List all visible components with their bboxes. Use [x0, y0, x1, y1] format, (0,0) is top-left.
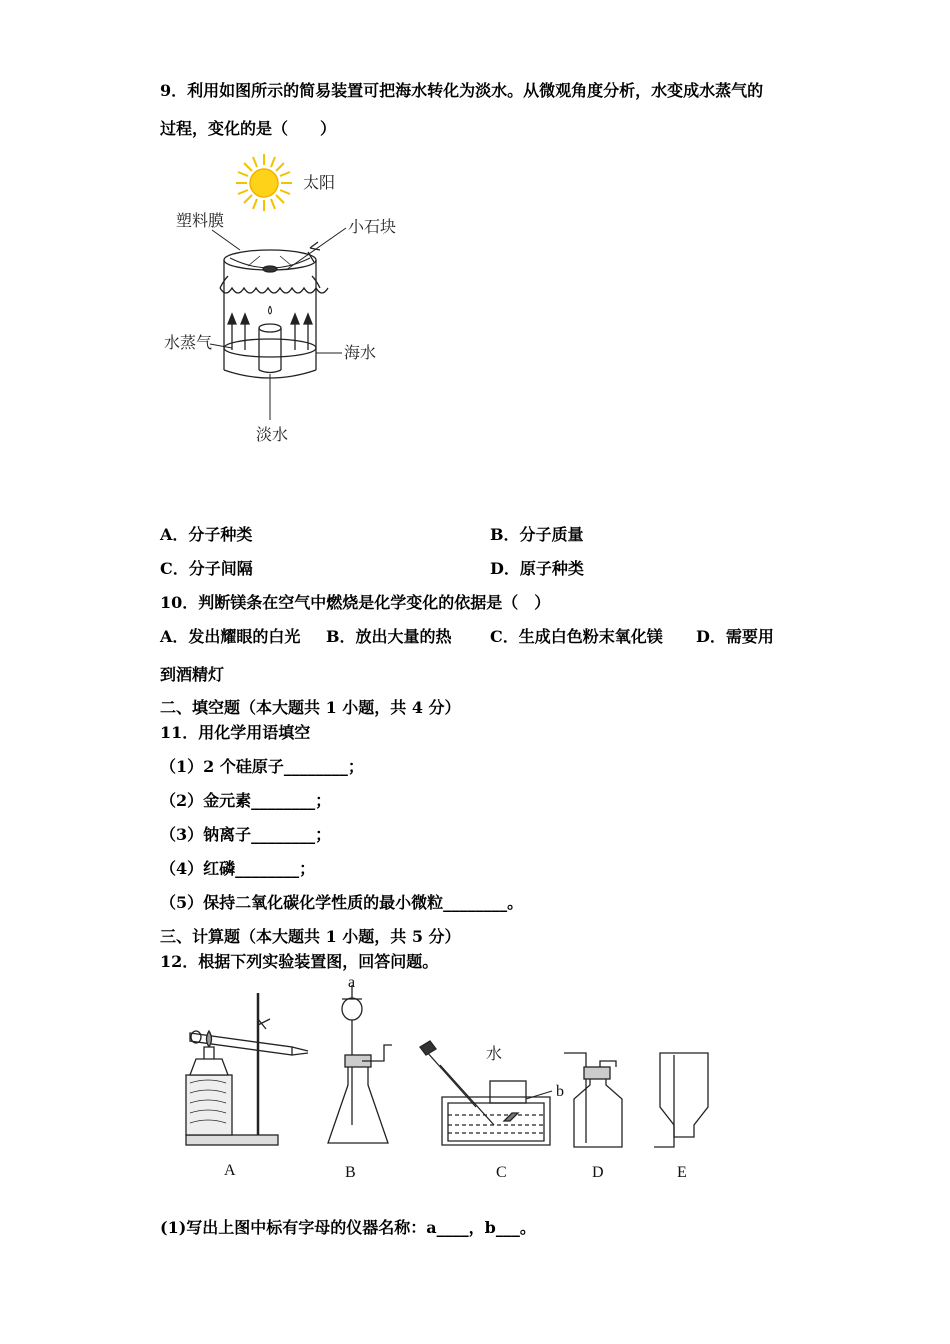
q11-item-2: （2）金元素________；: [160, 791, 332, 810]
q11-item-3: （3）钠离子________；: [160, 825, 332, 844]
q9-stem-line2: 过程，变化的是（ ）: [160, 119, 337, 138]
q10-option-a[interactable]: A．发出耀眼的白光: [160, 627, 301, 646]
q9-option-a[interactable]: A．分子种类: [160, 525, 253, 544]
q11-item-4: （4）红磷________；: [160, 859, 316, 878]
q9-option-c[interactable]: C．分子间隔: [160, 559, 253, 578]
q10-option-b[interactable]: B．放出大量的热: [326, 627, 452, 646]
caption-b: B: [345, 1164, 356, 1181]
apparatus-a: [186, 993, 308, 1145]
label-a: a: [348, 975, 356, 991]
apparatus-figure: [180, 975, 740, 1185]
q10-option-d-continued: 到酒精灯: [160, 665, 225, 684]
label-b: b: [556, 1083, 564, 1100]
label-sun: 太阳: [303, 173, 336, 192]
caption-a: A: [224, 1162, 236, 1179]
label-plastic-film: 塑料膜: [176, 211, 225, 230]
q12-stem: 12．根据下列实验装置图，回答问题。: [160, 952, 439, 971]
q10-stem: 10．判断镁条在空气中燃烧是化学变化的依据是（ ）: [160, 593, 551, 612]
q11-item-1: （1）2 个硅原子________；: [160, 757, 364, 776]
desalination-figure: [160, 148, 420, 448]
apparatus-b: [328, 985, 392, 1143]
q9-stem-line1: 9．利用如图所示的简易装置可把海水转化为淡水。从微观角度分析，水变成水蒸气的: [160, 81, 764, 100]
label-small-stone: 小石块: [348, 217, 397, 236]
q12-subquestion-1: (1)写出上图中标有字母的仪器名称：a____，b___。: [160, 1218, 536, 1237]
apparatus-d: [564, 1053, 622, 1147]
q9-option-d[interactable]: D．原子种类: [490, 559, 584, 578]
label-water: 水: [486, 1044, 503, 1063]
caption-e: E: [677, 1164, 687, 1181]
q9-option-b[interactable]: B．分子质量: [490, 525, 584, 544]
label-freshwater: 淡水: [256, 425, 289, 444]
q10-option-d[interactable]: D．需要用: [696, 627, 774, 646]
q10-option-c[interactable]: C．生成白色粉末氧化镁: [490, 627, 663, 646]
section2-heading: 二、填空题（本大题共 1 小题，共 4 分）: [160, 698, 461, 717]
caption-d: D: [592, 1164, 604, 1181]
apparatus-e: [654, 1053, 708, 1147]
q11-stem: 11．用化学用语填空: [160, 723, 311, 742]
q11-item-5: （5）保持二氧化碳化学性质的最小微粒________。: [160, 893, 524, 912]
section3-heading: 三、计算题（本大题共 1 小题，共 5 分）: [160, 927, 461, 946]
label-seawater: 海水: [344, 343, 377, 362]
container-diagram: [220, 242, 328, 378]
sun-icon: [236, 154, 292, 211]
label-water-vapor: 水蒸气: [164, 333, 213, 352]
caption-c: C: [496, 1164, 507, 1181]
